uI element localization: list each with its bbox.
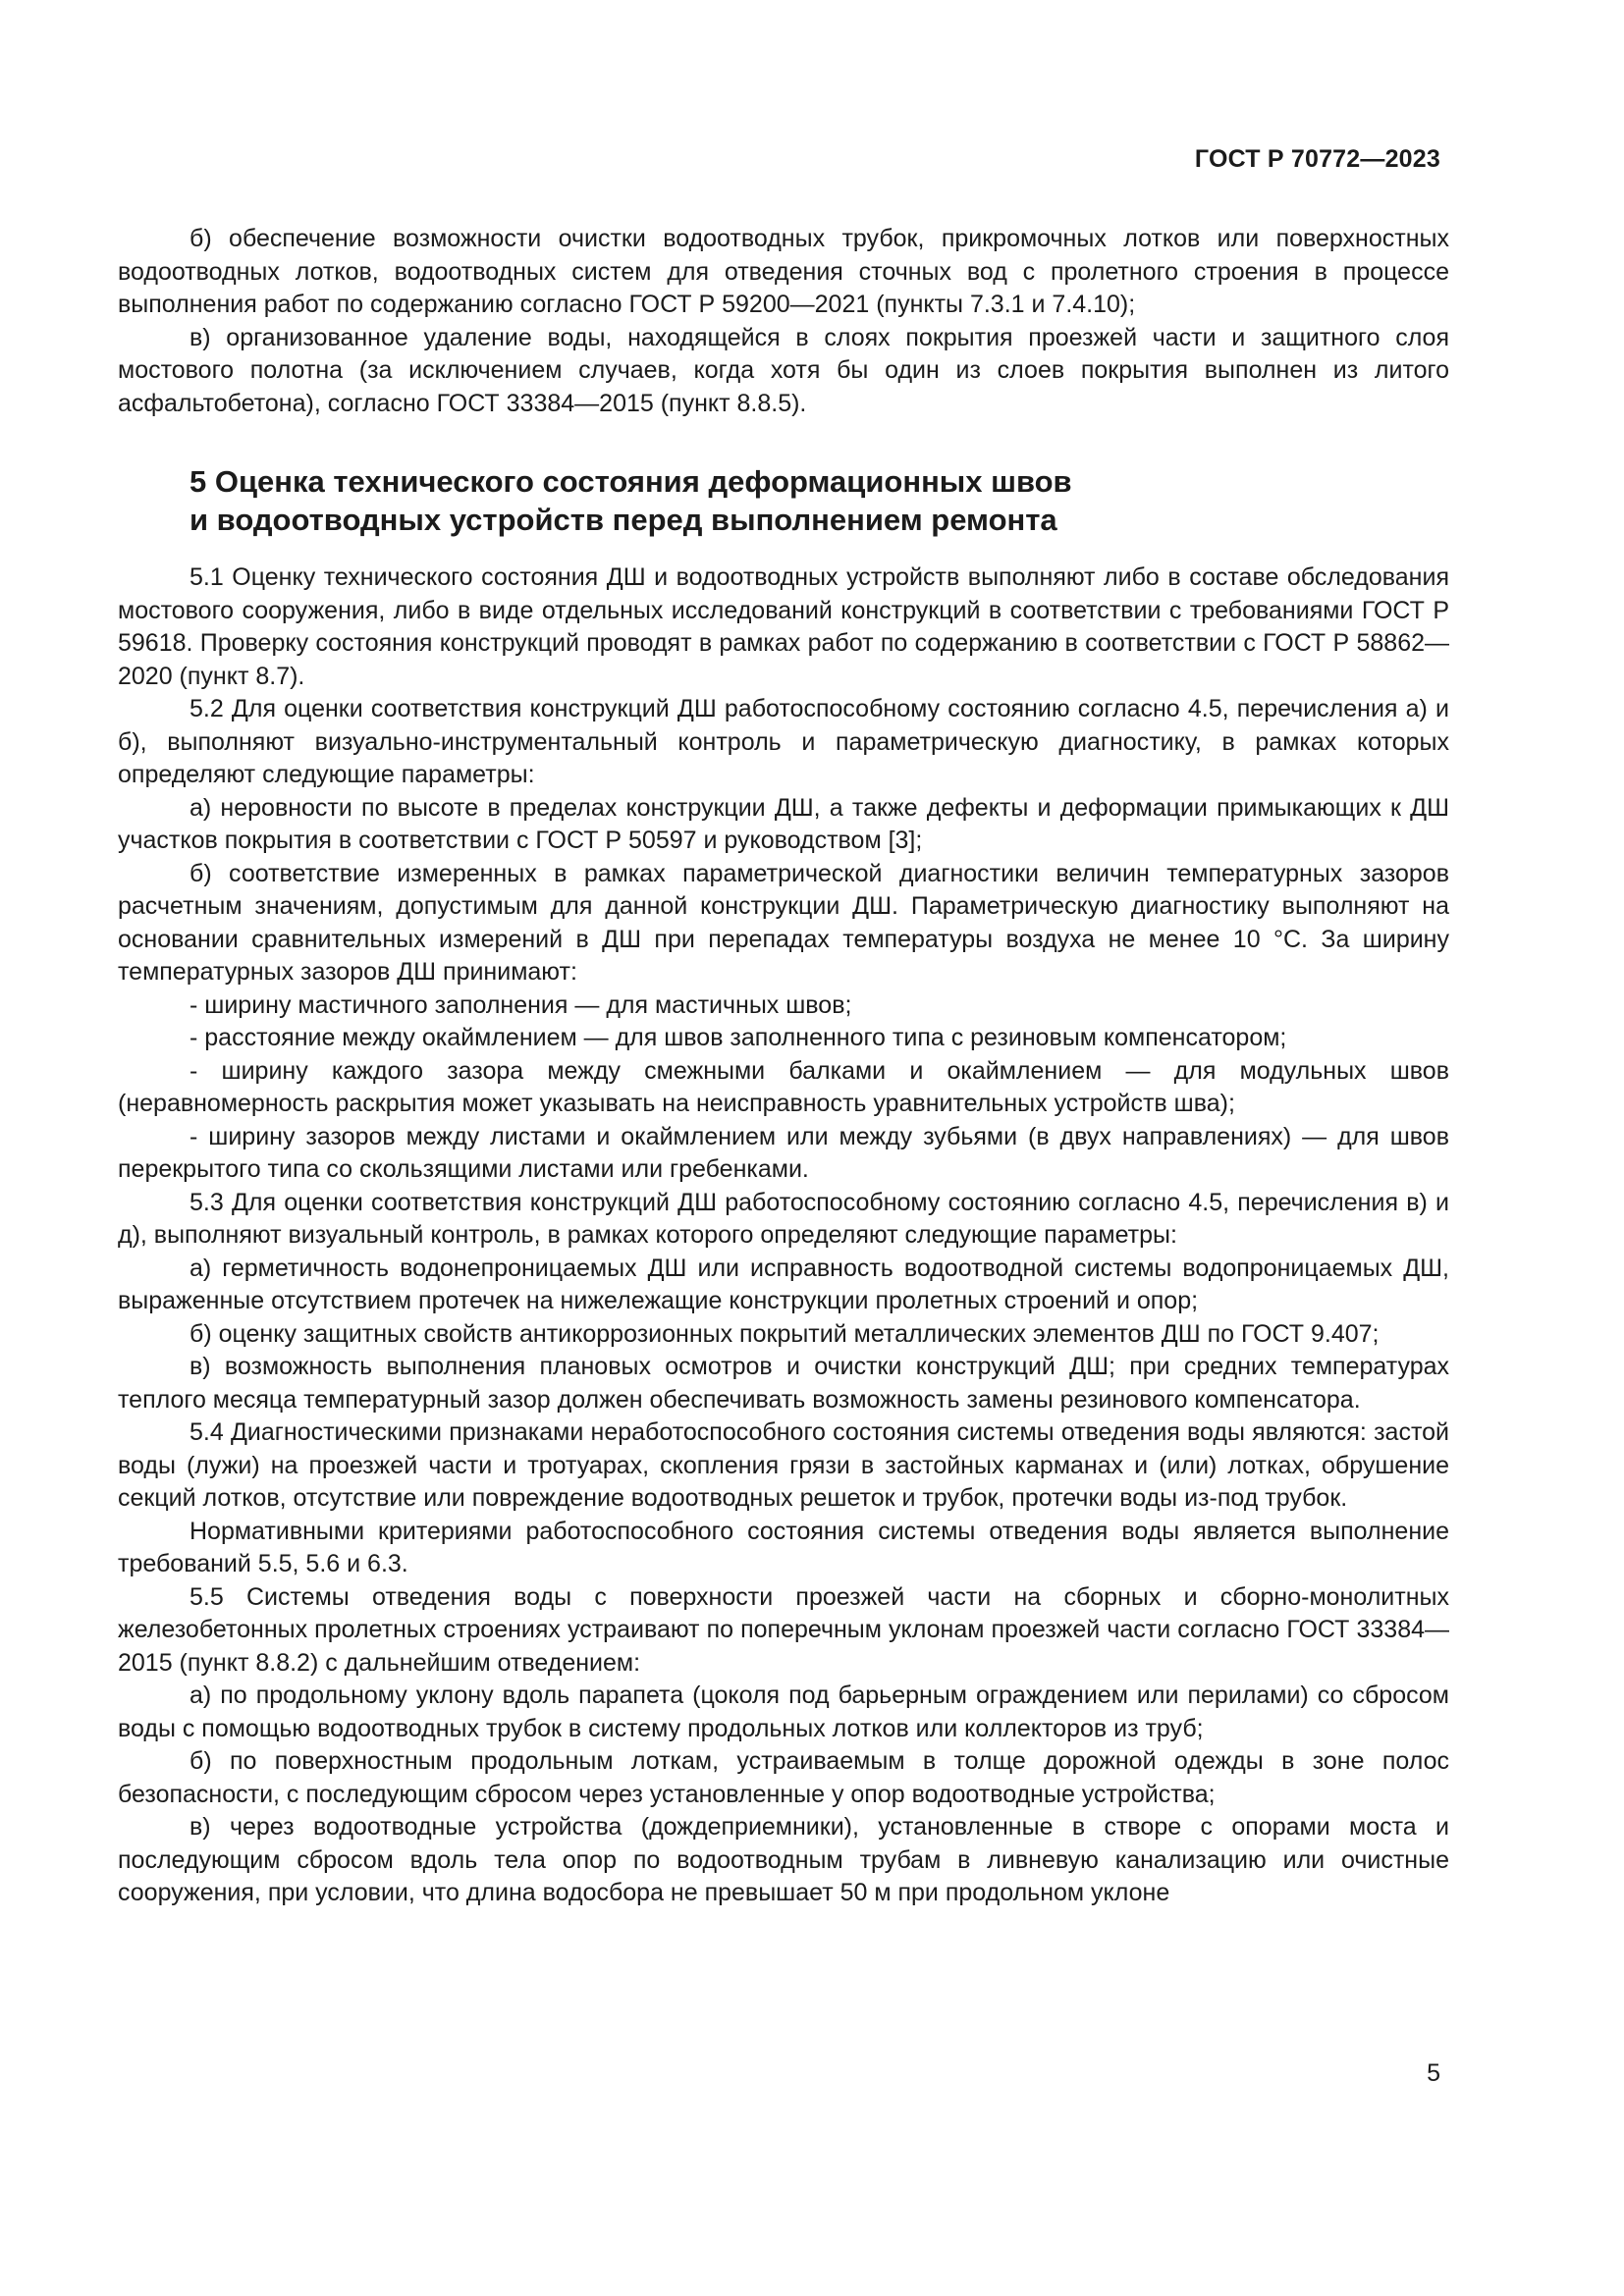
list-item: б) соответствие измеренных в рамках параметрической диагностики величин температурных зазоров расчетным значениям, допустимым для данной конструкции ДШ. Параметрическую диагностику выполняют на основании сравнительных измерений в ДШ при перепадах температуры воздуха не менее 10 °С. За ширину температурных зазоров ДШ принимают:	[118, 859, 1449, 986]
paragraph: в) организованное удаление воды, находящейся в слоях покрытия проезжей части и защитного слоя мостового полотна (за исключением случаев, когда хотя бы один из слоев покрытия выполнен из литого асфальтобетона), согласно ГОСТ 33384—2015 (пункт 8.8.5).	[118, 323, 1449, 417]
list-item: в) возможность выполнения плановых осмотров и очистки конструкций ДШ; при средних температурах теплого месяца температурный зазор должен обеспечивать возможность замены резинового компенсатора.	[118, 1353, 1449, 1414]
list-item: а) неровности по высоте в пределах конструкции ДШ, а также дефекты и деформации примыкающих к ДШ участков покрытия в соответствии с ГОСТ Р 50597 и руководством [3];	[118, 793, 1449, 854]
document-header: ГОСТ Р 70772—2023	[1194, 145, 1440, 173]
page-number: 5	[1427, 2059, 1440, 2087]
section-title-line: 5 Оценка технического состояния деформационных швов	[189, 464, 1072, 499]
section-title-line: и водоотводных устройств перед выполнением ремонта	[189, 503, 1057, 537]
document-body	[118, 223, 1449, 1910]
paragraph: 5.5 Системы отведения воды с поверхности проезжей части на сборных и сборно-монолитных железобетонных пролетных строениях устраивают по поперечным уклонам проезжей части согласно ГОСТ 33384—2015 (пункт 8.8.2) с дальнейшим отведением:	[118, 1582, 1449, 1677]
paragraph: Нормативными критериями работоспособного состояния системы отведения воды является выполнение требований 5.5, 5.6 и 6.3.	[118, 1517, 1449, 1577]
list-item: б) оценку защитных свойств антикоррозионных покрытий металлических элементов ДШ по ГОСТ 9.407;	[189, 1319, 1380, 1348]
section-title	[189, 462, 1449, 539]
dash-item: - ширину мастичного заполнения — для мастичных швов;	[189, 990, 852, 1019]
paragraph: б) обеспечение возможности очистки водоотводных трубок, прикромочных лотков или поверхностных водоотводных лотков, водоотводных систем для отведения сточных вод с пролетного строения в процессе выполнения работ по содержанию согласно ГОСТ Р 59200—2021 (пункты 7.3.1 и 7.4.10);	[118, 225, 1449, 318]
dash-item: - ширину зазоров между листами и окаймлением или между зубьями (в двух направлениях) — для швов перекрытого типа со скользящими листами или гребенками.	[118, 1122, 1449, 1183]
paragraph: 5.2 Для оценки соответствия конструкций ДШ работоспособному состоянию согласно 4.5, перечисления а) и б), выполняют визуально-инструментальный контроль и параметрическую диагностику, в рамках которых определяют следующие параметры:	[118, 695, 1449, 788]
paragraph: 5.4 Диагностическими признаками неработоспособного состояния системы отведения воды являются: застой воды (лужи) на проезжей части и тротуарах, скопления грязи в застойных карманах и (или) лотках, обрушение секций лотков, отсутствие или повреждение водоотводных решеток и трубок, протечки воды из-под трубок.	[118, 1418, 1449, 1512]
list-item: б) по поверхностным продольным лоткам, устраиваемым в толще дорожной одежды в зоне полос безопасности, с последующим сбросом через установленные у опор водоотводные устройства;	[118, 1747, 1449, 1808]
list-item: в) через водоотводные устройства (дождеприемники), установленные в створе с опорами моста и последующим сбросом вдоль тела опор по водоотводным трубам в ливневую канализацию или очистные сооружения, при условии, что длина водосбора не превышает 50 м при продольном уклоне	[118, 1813, 1449, 1906]
dash-item: - расстояние между окаймлением — для швов заполненного типа с резиновым компенсатором;	[189, 1024, 1287, 1051]
list-item: а) герметичность водонепроницаемых ДШ или исправность водоотводной системы водопроницаемых ДШ, выраженные отсутствием протечек на нижележащие конструкции пролетных строений и опор;	[118, 1254, 1449, 1314]
paragraph: 5.3 Для оценки соответствия конструкций ДШ работоспособному состоянию согласно 4.5, перечисления в) и д), выполняют визуальный контроль, в рамках которого определяют следующие параметры:	[118, 1188, 1449, 1249]
paragraph: 5.1 Оценку технического состояния ДШ и водоотводных устройств выполняют либо в составе обследования мостового сооружения, либо в виде отдельных исследований конструкций в соответствии с требованиями ГОСТ Р 59618. Проверку состояния конструкций проводят в рамках работ по содержанию в соответствии с ГОСТ Р 58862—2020 (пункт 8.7).	[118, 563, 1449, 690]
dash-item: - ширину каждого зазора между смежными балками и окаймлением — для модульных швов (неравномерность раскрытия может указывать на неисправность уравнительных устройств шва);	[118, 1056, 1449, 1117]
list-item: а) по продольному уклону вдоль парапета (цоколя под барьерным ограждением или перилами) со сбросом воды с помощью водоотводных трубок в систему продольных лотков или коллекторов из труб;	[118, 1682, 1449, 1742]
